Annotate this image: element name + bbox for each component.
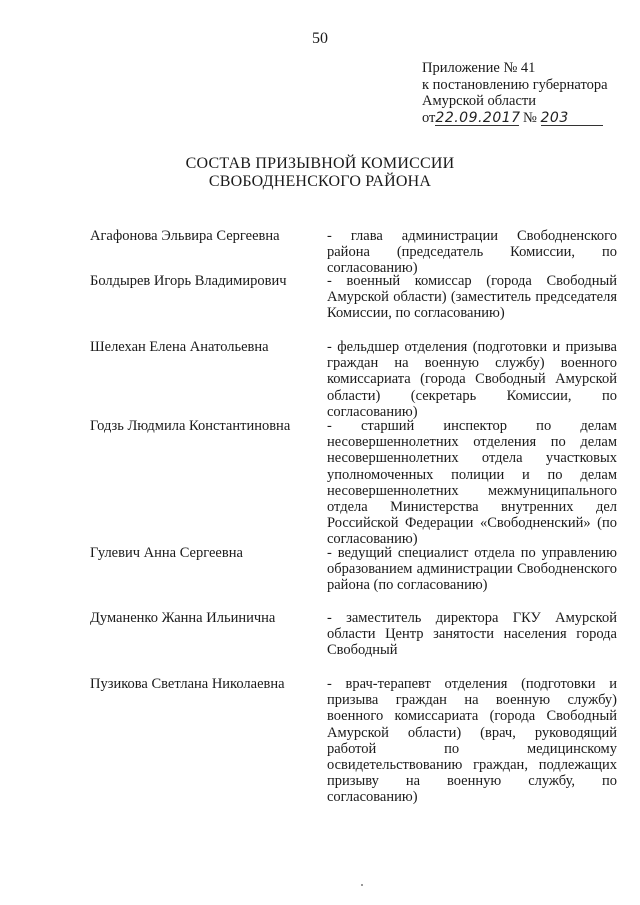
handwritten-number: 203 [541, 111, 603, 126]
member-role: - заместитель директора ГКУ Амурской области Центр занятости населения города Свободный [327, 610, 617, 659]
handwritten-date: 22.09.2017 [435, 109, 521, 126]
member-name: Годзь Людмила Константиновна [90, 418, 291, 434]
from-prefix: от [422, 109, 436, 126]
member-role: - ведущий специалист отдела по управлению образованием администрации Свободненского района (по согласованию) [327, 545, 617, 594]
member-name: Шелехан Елена Анатольевна [90, 339, 269, 355]
appendix-line-3: Амурской области [422, 93, 536, 109]
member-name: Пузикова Светлана Николаевна [90, 676, 285, 692]
member-role: - глава администрации Свободненского района (председатель Комиссии, по согласованию) [327, 228, 617, 277]
member-name: Болдырев Игорь Владимирович [90, 273, 287, 289]
member-role: - военный комиссар (города Свободный Амурской области) (заместитель председателя Комиссии, по согласованию) [327, 273, 617, 322]
document-title [0, 155, 640, 191]
page-number: 50 [312, 30, 328, 47]
member-role: - старший инспектор по делам несовершеннолетних отделения по делам несовершеннолетних отдела участковых уполномоченных полиции и по делам несовершеннолетних межмуниципального отдела Министерства внутренних дел Российской Федерации «Свободненский» (по согласованию) [327, 418, 617, 548]
member-name: Агафонова Эльвира Сергеевна [90, 228, 280, 244]
member-name: Думаненко Жанна Ильинична [90, 610, 276, 626]
appendix-line-1: Приложение № 41 [422, 60, 536, 76]
member-name: Гулевич Анна Сергеевна [90, 545, 243, 561]
title-line-2: СВОБОДНЕНСКОГО РАЙОНА [208, 173, 432, 190]
title-line-1: СОСТАВ ПРИЗЫВНОЙ КОМИССИИ [185, 155, 455, 172]
member-role: - фельдшер отделения (подготовки и призыва граждан на военную службу) военного комиссариата (города Свободный Амурской области) (секретарь Комиссии, по согласованию) [327, 339, 617, 420]
scan-speck [361, 884, 363, 886]
number-label: № [523, 109, 537, 126]
member-role: - врач-терапевт отделения (подготовки и призыва граждан на военную службу) военного комиссариата (города Свободный Амурской области) (врач, руководящий работой по медицинскому освидетельствованию граждан, подлежащих призыву на военную службу, по согласованию) [327, 676, 617, 806]
appendix-date-line [422, 110, 608, 127]
appendix-line-2: к постановлению губернатора [422, 76, 608, 93]
appendix-block [422, 60, 608, 126]
